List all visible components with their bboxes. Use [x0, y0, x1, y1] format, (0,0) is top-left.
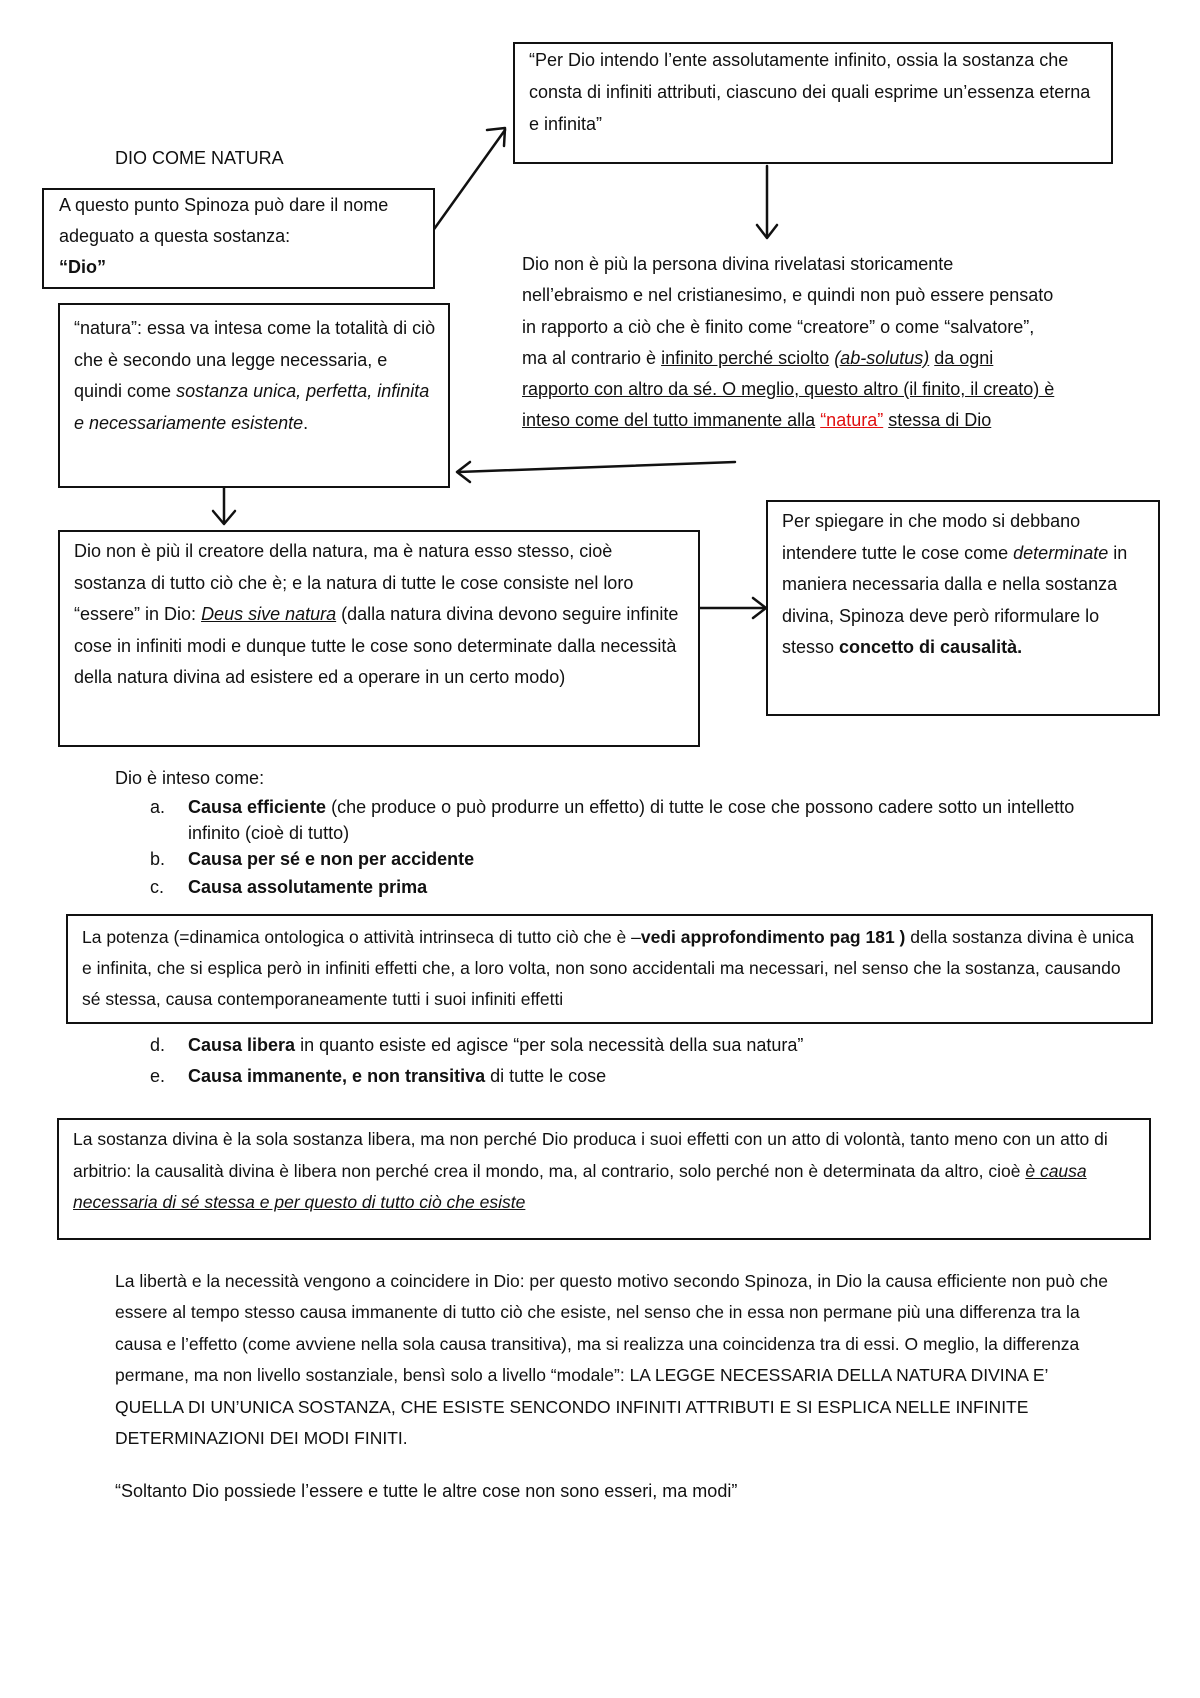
- final-quote: “Soltanto Dio possiede l’essere e tutte le altre cose non sono esseri, ma modi”: [115, 1481, 738, 1501]
- natura-box: [58, 303, 450, 488]
- list-body: [188, 794, 1088, 846]
- list-rest: di tutte le cose: [490, 1066, 607, 1086]
- definition-box: [513, 42, 1113, 164]
- causalita-box: [766, 500, 1160, 716]
- potenza-rest: della sostanza divina è unica e infinita, che si esplica però in infiniti effetti che, a loro volta, non sono accidentali ma necessari, nel senso che la sostanza, causando sé stessa, causa contemporaneamente tutti i suoi infiniti effetti: [82, 927, 1135, 1009]
- creatore-box: [58, 530, 700, 747]
- potenza-lead: La potenza (=dinamica ontologica o attività intrinseca di tutto ciò che è –: [82, 927, 641, 947]
- causalita-lead: Per spiegare in che modo si debbano intendere tutte le cose come: [782, 511, 1081, 563]
- list-rest: (che produce o può produrre un effetto) di tutte le cose che possono cadere sotto un intelletto infinito (cioè di tutto): [188, 797, 1075, 843]
- name-box-text: A questo punto Spinoza può dare il nome adeguato a questa sostanza:: [59, 195, 389, 246]
- persona-underlined-1: infinito perché sciolto: [661, 347, 830, 368]
- list-body: [188, 1032, 1088, 1058]
- arrow-text-to-natura: [458, 462, 735, 472]
- persona-plain: Dio non è più la persona divina rivelatasi storicamente nell’ebraismo e nel cristianesimo, e quindi non può essere pensato in rapporto a ciò che è finito come “creatore” o come “salvatore”, ma al contrario è: [522, 254, 1054, 368]
- dio-non-persona-text: [522, 249, 1062, 437]
- creatore-motto: Deus sive natura: [201, 604, 337, 624]
- liberta-italic-underlined: è causa necessaria di sé stessa e per questo di tutto ciò che esiste: [73, 1160, 1087, 1212]
- list-bold: Causa per sé e non per accidente: [188, 849, 475, 869]
- list-body: [188, 846, 1088, 872]
- natura-lead: “natura”: essa va intesa come la totalità di ciò che è secondo una legge necessaria, e quindi come: [74, 318, 436, 401]
- list-intro: Dio è inteso come:: [115, 768, 265, 788]
- liberta-lead: La sostanza divina è la sola sostanza libera, ma non perché Dio produca i suoi effetti con un atto di volontà, tanto meno con un atto di arbitrio: la causalità divina è libera non perché crea il mondo, ma, al contrario, solo perché non è determinata da altro, cioè: [73, 1129, 1108, 1181]
- persona-underlined-italic: (ab-solutus): [834, 347, 930, 368]
- list-marker: d.: [150, 1035, 166, 1055]
- persona-underlined-3: stessa di Dio: [888, 410, 992, 431]
- potenza-box: [66, 914, 1153, 1024]
- final-paragraph: La libertà e la necessità vengono a coincidere in Dio: per questo motivo secondo Spinoza, in Dio la causa efficiente non può che essere al tempo stesso causa immanente di tutto ciò che esiste, nel senso che in essa non permane più una differenza tra la causa e l’effetto (come avviene nella sola causa transitiva), ma si realizza una coincidenza tra di essi. O meglio, la differenza permane, ma non livello sostanziale, bensì solo a livello “modale”: LA LEGGE NECESSARIA DELLA NATURA DIVINA E’ QUELLA DI UN’UNICA SOSTANZA, CHE ESISTE SENCONDO INFINITI ATTRIBUTI E SI ESPLICA NELLE INFINITE DETERMINAZIONI DEI MODI FINITI.: [115, 1271, 1108, 1449]
- definition-quote: “Per Dio intendo l’ente assolutamente infinito, ossia la sostanza che consta di infiniti attributi, ciascuno dei quali esprime un’essenza eterna e infinita”: [529, 50, 1091, 134]
- potenza-bold: vedi approfondimento pag 181 ): [640, 927, 906, 947]
- name-box: [42, 188, 435, 289]
- list-bold: Causa assolutamente prima: [188, 877, 428, 897]
- causalita-bold: concetto di causalità.: [839, 637, 1023, 657]
- natura-end: .: [303, 412, 309, 433]
- causalita-italic: determinate: [1013, 542, 1109, 563]
- name-box-emphasis: “Dio”: [59, 257, 106, 277]
- persona-underlined-2: da ogni rapporto con altro da sé. O meglio, questo altro (il finito, il creato) è inteso come del tutto immanente alla: [522, 347, 1055, 431]
- natura-italic: sostanza unica, perfetta, infinita e necessariamente esistente: [74, 381, 430, 433]
- list-body: [188, 1063, 1088, 1089]
- persona-red-word: “natura”: [820, 410, 884, 431]
- list-bold: Causa efficiente: [188, 797, 327, 817]
- list-bold: Causa libera: [188, 1035, 296, 1055]
- list-marker: a.: [150, 797, 166, 817]
- list-rest: in quanto esiste ed agisce “per sola necessità della sua natura”: [300, 1035, 804, 1055]
- page-heading: DIO COME NATURA: [115, 148, 284, 168]
- list-marker: b.: [150, 849, 166, 869]
- arrow-name-to-definition: [432, 130, 505, 232]
- list-marker: e.: [150, 1066, 166, 1086]
- creatore-lead: Dio non è più il creatore della natura, ma è natura esso stesso, cioè sostanza di tutto ciò che è; e la natura di tutte le cose consiste nel loro “essere” in Dio:: [74, 541, 634, 624]
- list-body: [188, 874, 1088, 900]
- liberta-box: [57, 1118, 1151, 1240]
- list-marker: c.: [150, 877, 165, 897]
- list-bold: Causa immanente, e non transitiva: [188, 1066, 486, 1086]
- creatore-rest: (dalla natura divina devono seguire infinite cose in infiniti modi e dunque tutte le cose sono determinate dalla necessità della natura divina ad esistere ed a operare in un certo modo): [74, 604, 679, 687]
- causalita-mid: in maniera necessaria dalla e nella sostanza divina, Spinoza deve però riformulare lo stesso: [782, 542, 1128, 657]
